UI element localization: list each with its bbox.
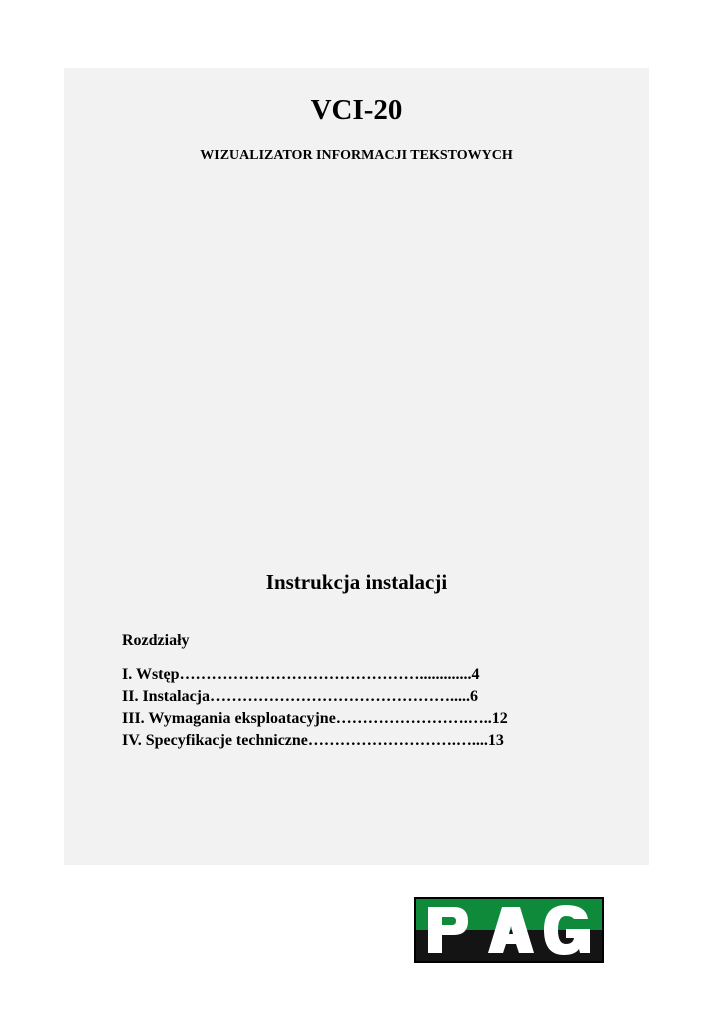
pag-logo-mark [416,899,602,961]
cover-panel [64,68,649,865]
toc-entry-installation: II. Instalacja……………………………………….....6 [122,688,479,705]
logo-letter-g [544,905,590,955]
manual-heading: Instrukcja instalacji [265,570,448,594]
chapters-label: Rozdziały [122,632,190,649]
toc-entry-operating-requirements: III. Wymagania eksploatacyjne…………………….…..12 [122,710,508,727]
toc-entry-introduction: I. Wstęp……………………………………….............4 [122,666,480,683]
document-title: VCI-20 [310,94,403,126]
document-subtitle: WIZUALIZATOR INFORMACJI TEKSTOWYCH [200,148,513,163]
toc-entry-technical-specifications: IV. Specyfikacje techniczne……………………….…....13 [122,732,504,749]
table-of-contents [122,664,582,752]
pag-logo [414,897,604,963]
